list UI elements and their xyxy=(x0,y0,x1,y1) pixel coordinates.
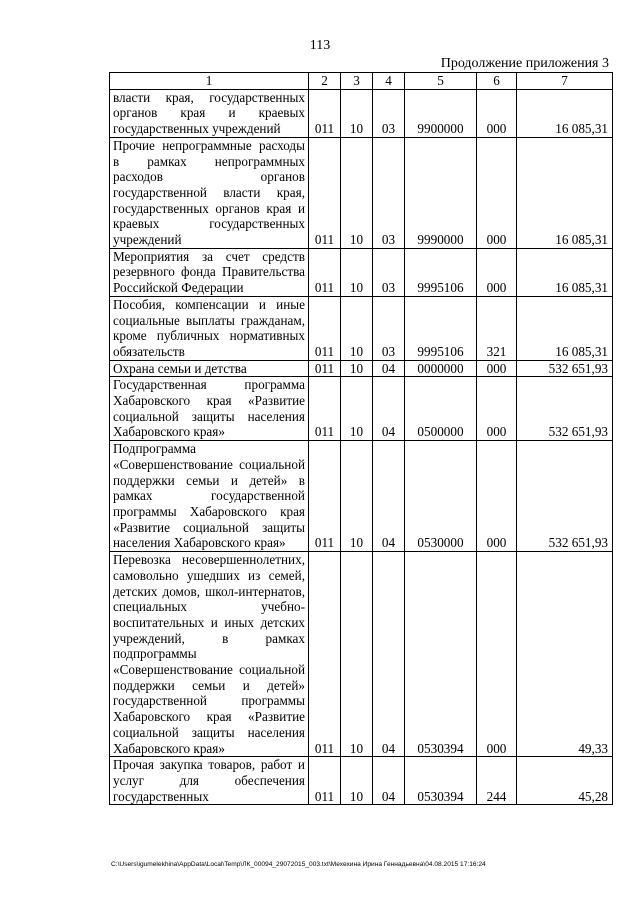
row-c2-cell: 011 xyxy=(309,137,341,248)
row-c7-cell: 16 085,31 xyxy=(517,296,613,360)
header-cell: 6 xyxy=(477,73,517,90)
row-c7-cell: 16 085,31 xyxy=(517,137,613,248)
row-c7-cell: 532 651,93 xyxy=(517,441,613,552)
header-cell: 4 xyxy=(373,73,405,90)
row-c4-cell: 03 xyxy=(373,89,405,137)
row-c2-cell: 011 xyxy=(309,89,341,137)
row-c6-cell: 000 xyxy=(477,552,517,757)
row-c5-cell: 9990000 xyxy=(405,137,477,248)
row-c6-cell: 000 xyxy=(477,137,517,248)
row-c4-cell: 04 xyxy=(373,757,405,805)
row-c3-cell: 10 xyxy=(341,377,373,441)
row-c7-cell: 49,33 xyxy=(517,552,613,757)
table-row xyxy=(110,552,613,757)
row-c7-cell: 532 651,93 xyxy=(517,377,613,441)
table-row xyxy=(110,89,613,137)
row-c7-cell: 532 651,93 xyxy=(517,360,613,377)
row-c3-cell: 10 xyxy=(341,248,373,296)
row-c4-cell: 04 xyxy=(373,377,405,441)
header-row xyxy=(110,73,613,90)
budget-table xyxy=(109,72,613,805)
row-name-cell: Прочие непрограммные расходы в рамках непрограммных расходов органов государственной власти края, государственных органов края и краевых государственных учреждений xyxy=(110,137,309,248)
row-c5-cell: 9900000 xyxy=(405,89,477,137)
row-c2-cell: 011 xyxy=(309,296,341,360)
table-row xyxy=(110,248,613,296)
row-name-cell: Пособия, компенсации и иные социальные выплаты гражданам, кроме публичных нормативных обязательств xyxy=(110,296,309,360)
table-row xyxy=(110,757,613,805)
row-c4-cell: 04 xyxy=(373,552,405,757)
row-c3-cell: 10 xyxy=(341,360,373,377)
header-cell: 3 xyxy=(341,73,373,90)
table-row xyxy=(110,137,613,248)
table-row xyxy=(110,296,613,360)
row-c4-cell: 03 xyxy=(373,248,405,296)
row-name-cell: Перевозка несовершеннолетних, самовольно ушедших из семей, детских домов, школ-интернатов, специальных учебно-воспитательных и иных детских учреждений, в рамках подпрограммы «Совершенствование социальной поддержки семьи и детей» государственной программы Хабаровского края «Развитие социальной защиты населения Хабаровского края» xyxy=(110,552,309,757)
row-c5-cell: 0500000 xyxy=(405,377,477,441)
row-c2-cell: 011 xyxy=(309,757,341,805)
row-c3-cell: 10 xyxy=(341,296,373,360)
continuation-note: Продолжение приложения 3 xyxy=(440,56,609,71)
row-c3-cell: 10 xyxy=(341,137,373,248)
row-c6-cell: 000 xyxy=(477,248,517,296)
row-c3-cell: 10 xyxy=(341,89,373,137)
table-row xyxy=(110,441,613,552)
row-c2-cell: 011 xyxy=(309,441,341,552)
row-name-cell: власти края, государственных органов края и краевых государственных учреждений xyxy=(110,89,309,137)
row-c2-cell: 011 xyxy=(309,248,341,296)
header-cell: 7 xyxy=(517,73,613,90)
row-c7-cell: 16 085,31 xyxy=(517,89,613,137)
row-c4-cell: 04 xyxy=(373,441,405,552)
row-c5-cell: 0530394 xyxy=(405,552,477,757)
row-c6-cell: 321 xyxy=(477,296,517,360)
table-row xyxy=(110,360,613,377)
row-c6-cell: 000 xyxy=(477,441,517,552)
header-cell: 5 xyxy=(405,73,477,90)
row-name-cell: Мероприятия за счет средств резервного фонда Правительства Российской Федерации xyxy=(110,248,309,296)
row-c3-cell: 10 xyxy=(341,441,373,552)
row-c6-cell: 000 xyxy=(477,89,517,137)
row-c3-cell: 10 xyxy=(341,552,373,757)
row-c5-cell: 9995106 xyxy=(405,248,477,296)
row-name-cell: Подпрограмма «Совершенствование социальной поддержки семьи и детей» в рамках государственной программы Хабаровского края «Развитие социальной защиты населения Хабаровского края» xyxy=(110,441,309,552)
file-path-footer: C:\Users\igumelekhina\AppData\Local\Temp\ЛК_00094_29072015_003.txt\Мехехина Ирина Геннадьевна\04.08.2015 17:16:24 xyxy=(111,861,486,868)
row-c6-cell: 000 xyxy=(477,360,517,377)
row-c5-cell: 0530000 xyxy=(405,441,477,552)
row-c4-cell: 04 xyxy=(373,360,405,377)
page-number: 113 xyxy=(309,38,331,53)
row-c6-cell: 244 xyxy=(477,757,517,805)
header-cell: 2 xyxy=(309,73,341,90)
row-c7-cell: 16 085,31 xyxy=(517,248,613,296)
row-name-cell: Охрана семьи и детства xyxy=(110,360,309,377)
row-c2-cell: 011 xyxy=(309,360,341,377)
row-c7-cell: 45,28 xyxy=(517,757,613,805)
row-c3-cell: 10 xyxy=(341,757,373,805)
row-c4-cell: 03 xyxy=(373,296,405,360)
row-c5-cell: 9995106 xyxy=(405,296,477,360)
row-name-cell: Прочая закупка товаров, работ и услуг для обеспечения государственных xyxy=(110,757,309,805)
table-row xyxy=(110,377,613,441)
row-c5-cell: 0000000 xyxy=(405,360,477,377)
row-c2-cell: 011 xyxy=(309,377,341,441)
row-name-cell: Государственная программа Хабаровского края «Развитие социальной защиты населения Хабаровского края» xyxy=(110,377,309,441)
row-c6-cell: 000 xyxy=(477,377,517,441)
row-c4-cell: 03 xyxy=(373,137,405,248)
header-cell: 1 xyxy=(110,73,309,90)
row-c5-cell: 0530394 xyxy=(405,757,477,805)
row-c2-cell: 011 xyxy=(309,552,341,757)
